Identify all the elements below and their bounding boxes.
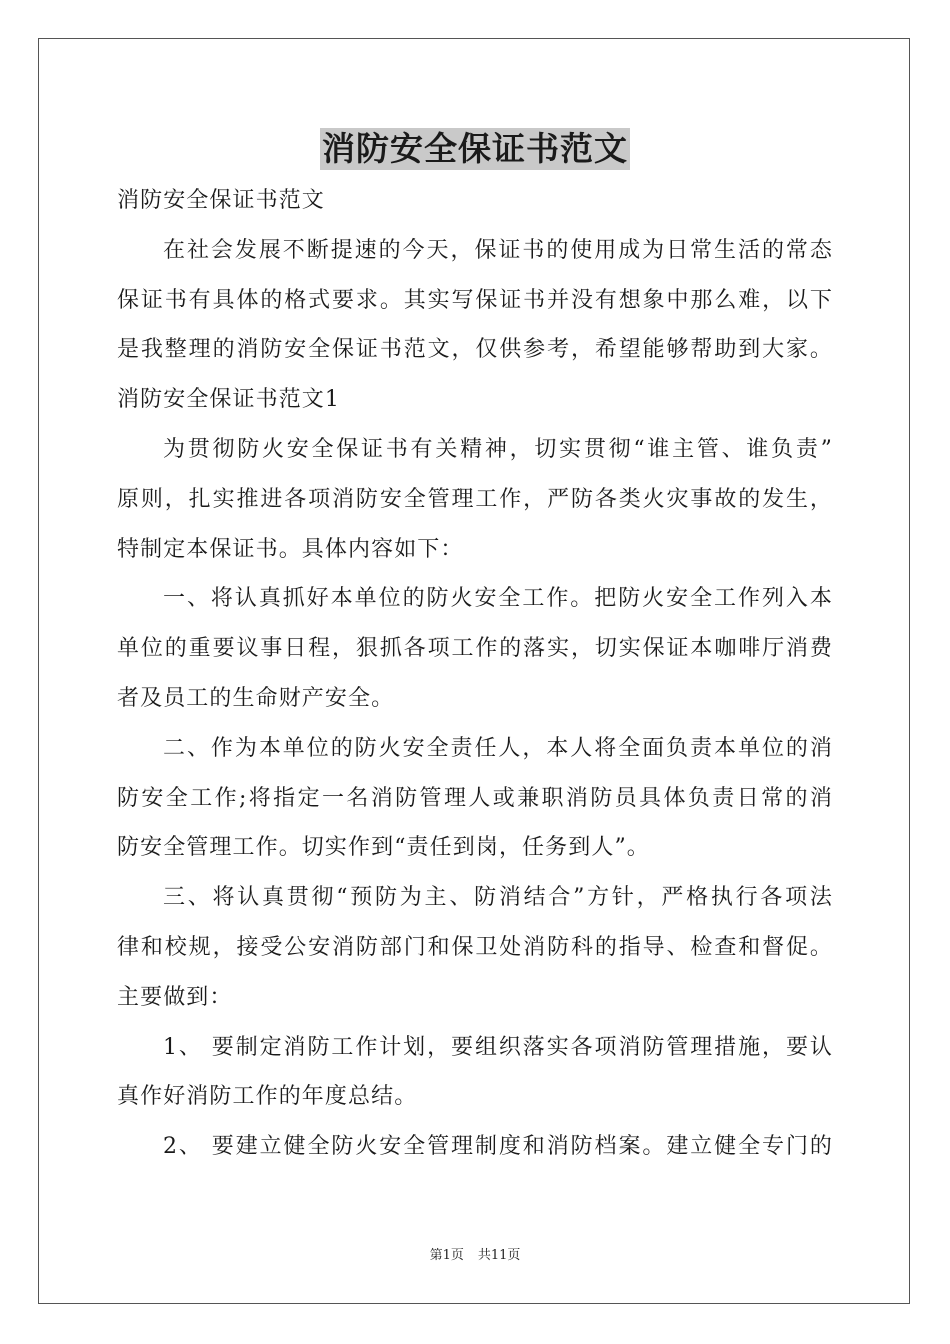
text-line: 是我整理的消防安全保证书范文，仅供参考，希望能够帮助到大家。 xyxy=(117,337,833,363)
text-line: 防安全工作;将指定一名消防管理人或兼职消防员具体负责日常的消 xyxy=(117,785,833,811)
text-line: 三、将认真贯彻“预防为主、防消结合”方针，严格执行各项法 xyxy=(163,885,833,911)
text-line: 在社会发展不断提速的今天，保证书的使用成为日常生活的常态 xyxy=(163,237,833,263)
document-body xyxy=(117,176,833,1172)
text-line: 为贯彻防火安全保证书有关精神，切实贯彻“谁主管、谁负责” xyxy=(163,436,833,462)
text-line: 特制定本保证书。具体内容如下： xyxy=(117,536,464,562)
text-line: 消防安全保证书范文 xyxy=(117,188,325,213)
text-line: 律和校规，接受公安消防部门和保卫处消防科的指导、检查和督促。 xyxy=(117,934,833,960)
text-line: 消防安全保证书范文1 xyxy=(117,387,340,413)
page-number: 第1页 xyxy=(429,1248,464,1263)
text-line: 保证书有具体的格式要求。其实写保证书并没有想象中那么难，以下 xyxy=(117,287,833,313)
text-line: 主要做到： xyxy=(117,984,233,1010)
text-line: 者及员工的生命财产安全。 xyxy=(117,685,395,711)
text-line: 1、 要制定消防工作计划，要组织落实各项消防管理措施，要认 xyxy=(163,1034,833,1060)
text-line: 防安全管理工作。切实作到“责任到岗，任务到人”。 xyxy=(117,835,650,861)
text-line: 单位的重要议事日程，狠抓各项工作的落实，切实保证本咖啡厅消费 xyxy=(117,636,833,662)
page-total: 共11页 xyxy=(477,1248,521,1263)
text-line: 一、将认真抓好本单位的防火安全工作。把防火安全工作列入本 xyxy=(163,586,833,612)
page-footer xyxy=(0,1247,950,1265)
title-container xyxy=(0,128,950,170)
document-title: 消防安全保证书范文 xyxy=(322,129,628,168)
text-line: 真作好消防工作的年度总结。 xyxy=(117,1084,418,1110)
text-line: 2、 要建立健全防火安全管理制度和消防档案。建立健全专门的 xyxy=(163,1134,833,1160)
text-line: 原则，扎实推进各项消防安全管理工作，严防各类火灾事故的发生， xyxy=(117,486,833,512)
text-line: 二、作为本单位的防火安全责任人，本人将全面负责本单位的消 xyxy=(163,735,833,761)
